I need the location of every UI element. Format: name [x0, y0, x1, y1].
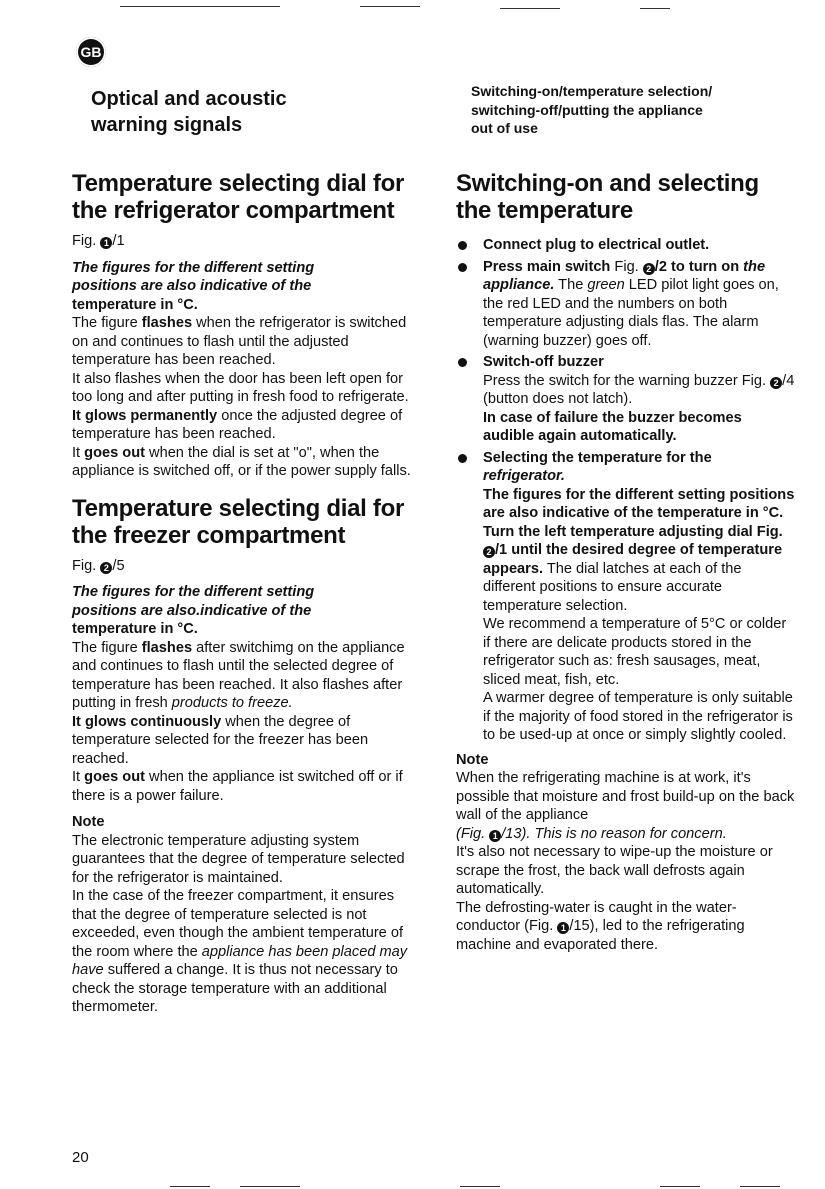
freezer-flash-text [72, 639, 412, 713]
freezer-glow-text [72, 713, 412, 769]
fridge-intro [72, 259, 412, 315]
freezer-dial-title [72, 495, 412, 549]
text: when the dial is set at "o", when the appliance is switched off, or if the power supply falls. [72, 444, 411, 479]
spacer [456, 224, 796, 236]
fridge-door-text: It also flashes when the door has been left open for too long and after putting in fresh food to refrigerate. [72, 370, 409, 405]
text-italic: appliance has been placed may have [72, 943, 408, 978]
text: /4 (button does not latch). [483, 372, 795, 407]
freezer-off-text [72, 768, 412, 805]
bottom-rule [740, 1186, 780, 1187]
language-badge: GB [76, 37, 106, 67]
text: LED pilot light goes on, the red LED and the numbers on both temperature adjusting dials flas. The alarm (warning buzzer) goes off. [483, 277, 779, 349]
top-rule [640, 8, 670, 9]
text: /15), led to the refrigerating machine and evaporated there. [456, 918, 745, 953]
spacer [72, 481, 412, 495]
page-number: 20 [72, 1149, 89, 1166]
bullet-switch-off-buzzer [456, 353, 796, 446]
figure-number-icon: 1 [489, 830, 501, 842]
title-line: the freezer compartment [72, 521, 346, 549]
note-text [72, 887, 412, 1017]
note-text [456, 825, 796, 844]
figure-number-icon: 2 [770, 377, 782, 389]
text-bold: Selecting the temperature for the [483, 449, 712, 466]
note-text: It's also not necessary to wipe-up the moisture or scrape the frost, the back wall defrosts again automatically. [456, 844, 773, 897]
fig-label: Fig. [72, 233, 97, 249]
note-label: Note [72, 814, 105, 830]
bottom-rule [660, 1186, 700, 1187]
freezer-intro [72, 583, 412, 639]
title-line: Temperature selecting dial for [72, 494, 404, 522]
text: In the case of the freezer compartment, it ensures that the degree of temperature selected is not exceeded, even though the ambient temperature of the room where the [72, 888, 404, 960]
text: Press the switch for the warning buzzer Fig. [483, 372, 771, 389]
title-line: the refrigerator compartment [72, 197, 395, 224]
figure-number-icon: 2 [100, 562, 112, 574]
text: once the adjusted degree of temperature has been reached. [72, 407, 403, 442]
text-italic: /13). This is no reason for concern. [501, 825, 727, 842]
text-bold-italic: the appliance. [483, 258, 766, 293]
bottom-rule [460, 1186, 500, 1187]
bottom-rule [240, 1186, 300, 1187]
fridge-figure-ref [72, 232, 412, 251]
heading-line: switching-off/putting the appliance [471, 101, 703, 118]
text-line: positions are also.indicative of the [72, 602, 312, 619]
title-line: the temperature [456, 197, 633, 224]
text-line: temperature in °C. [72, 621, 198, 637]
text: It [72, 769, 85, 785]
title-line: Switching-on and selecting [456, 170, 759, 197]
text: suffered a change. It is thus not necessary to check the storage temperature with an additional thermometer. [72, 962, 398, 1015]
text: Fig. [610, 258, 643, 275]
title-line: Optical and acoustic [91, 88, 287, 110]
figure-number-icon: 1 [557, 922, 569, 934]
heading-line: out of use [471, 120, 538, 136]
right-column [456, 170, 796, 954]
fridge-glow-text [72, 407, 412, 444]
text: The dial latches at each of the different positions to ensure accurate temperature selection. [483, 560, 742, 614]
title-line: Temperature selecting dial for [72, 170, 404, 197]
text-bold: flashes [141, 315, 193, 331]
note-text: When the refrigerating machine is at work, it's possible that moisture and frost build-up on the back wall of the appliance [456, 770, 795, 823]
fridge-dial-title [72, 170, 412, 224]
text: after switchimg on the appliance and continues to flash until the selected degree of temperature has been reached. It also flashes after putting in fresh [72, 639, 405, 711]
text-line: The figures for the different setting [72, 584, 315, 600]
switching-section-heading [471, 82, 791, 138]
note-text [456, 899, 796, 955]
top-rule [360, 6, 420, 7]
text-bold: In case of failure the buzzer becomes audible again automatically. [483, 409, 742, 444]
text: The figure [72, 315, 142, 331]
optical-warning-title [91, 86, 287, 138]
text-bold: Switch-off buzzer [483, 354, 604, 370]
text: when the refrigerator is switched on and continues to flash until the adjusted temperature has been reached. [72, 315, 407, 368]
text: We recommend a temperature of 5°C or colder if there are delicate products stored in the refrigerator such as: fresh sausages, meat, sliced meat, fish, etc. [483, 616, 787, 688]
text: The [554, 277, 588, 293]
title-line: warning signals [91, 114, 243, 136]
fridge-off-text [72, 444, 412, 481]
top-rule [120, 6, 280, 7]
text: A warmer degree of temperature is only suitable if the majority of food stored in the refrigerator is to be used-up at once or simply slightly cooled. [483, 690, 793, 743]
fig-suffix: /5 [112, 557, 125, 574]
text-bold: Turn the left temperature adjusting dial Fig. [483, 523, 783, 540]
text-bold: /2 to turn on [654, 258, 740, 275]
text-bold: The figures for the different setting positions are also indicative of the temperature in °C. [483, 486, 795, 521]
text-line: positions are also indicative of the [72, 278, 312, 294]
text: It [72, 444, 85, 461]
top-rule [500, 8, 560, 9]
figure-number-icon: 1 [100, 237, 112, 249]
text: The defrosting-water is caught in the water-conductor (Fig. [456, 899, 737, 934]
bullet-connect-plug: Connect plug to electrical outlet. [456, 236, 796, 255]
left-column [72, 170, 412, 1017]
bottom-rule [170, 1186, 210, 1187]
heading-line: Switching-on/temperature selection/ [471, 83, 713, 99]
fridge-flash-text [72, 314, 412, 370]
figure-number-icon: 2 [643, 263, 655, 275]
text-bold: goes out [84, 444, 145, 461]
freezer-figure-ref [72, 557, 412, 576]
text-bold: goes out [84, 769, 145, 785]
text-bold: /1 until the desired degree of temperature appears. [483, 542, 783, 577]
text-bold: It glows continuously [72, 713, 222, 730]
text-bold: flashes [141, 639, 193, 656]
text-bold-italic: refrigerator. [483, 468, 565, 484]
text-bold: Press main switch [483, 258, 611, 275]
note-text: The electronic temperature adjusting system guarantees that the degree of temperature selected for the refrigerator is maintained. [72, 832, 405, 886]
bullet-main-switch [456, 258, 796, 351]
text: The figure [72, 639, 142, 656]
fig-suffix: /1 [112, 233, 125, 249]
text-line: The figures for the different setting [72, 259, 315, 276]
text: when the degree of temperature selected for the freezer has been reached. [72, 713, 369, 767]
text-italic: green [587, 277, 625, 293]
text-italic: products to freeze. [171, 695, 293, 711]
text-italic: (Fig. [456, 825, 490, 842]
text: when the appliance ist switched off or if there is a power failure. [72, 769, 403, 804]
note-label: Note [456, 751, 489, 768]
text-bold: It glows permanently [72, 407, 218, 424]
switching-on-title [456, 170, 796, 224]
text-line: temperature in °C. [72, 296, 198, 313]
fig-label: Fig. [72, 557, 97, 574]
bullet-select-temperature [456, 449, 796, 745]
figure-number-icon: 2 [483, 546, 495, 558]
